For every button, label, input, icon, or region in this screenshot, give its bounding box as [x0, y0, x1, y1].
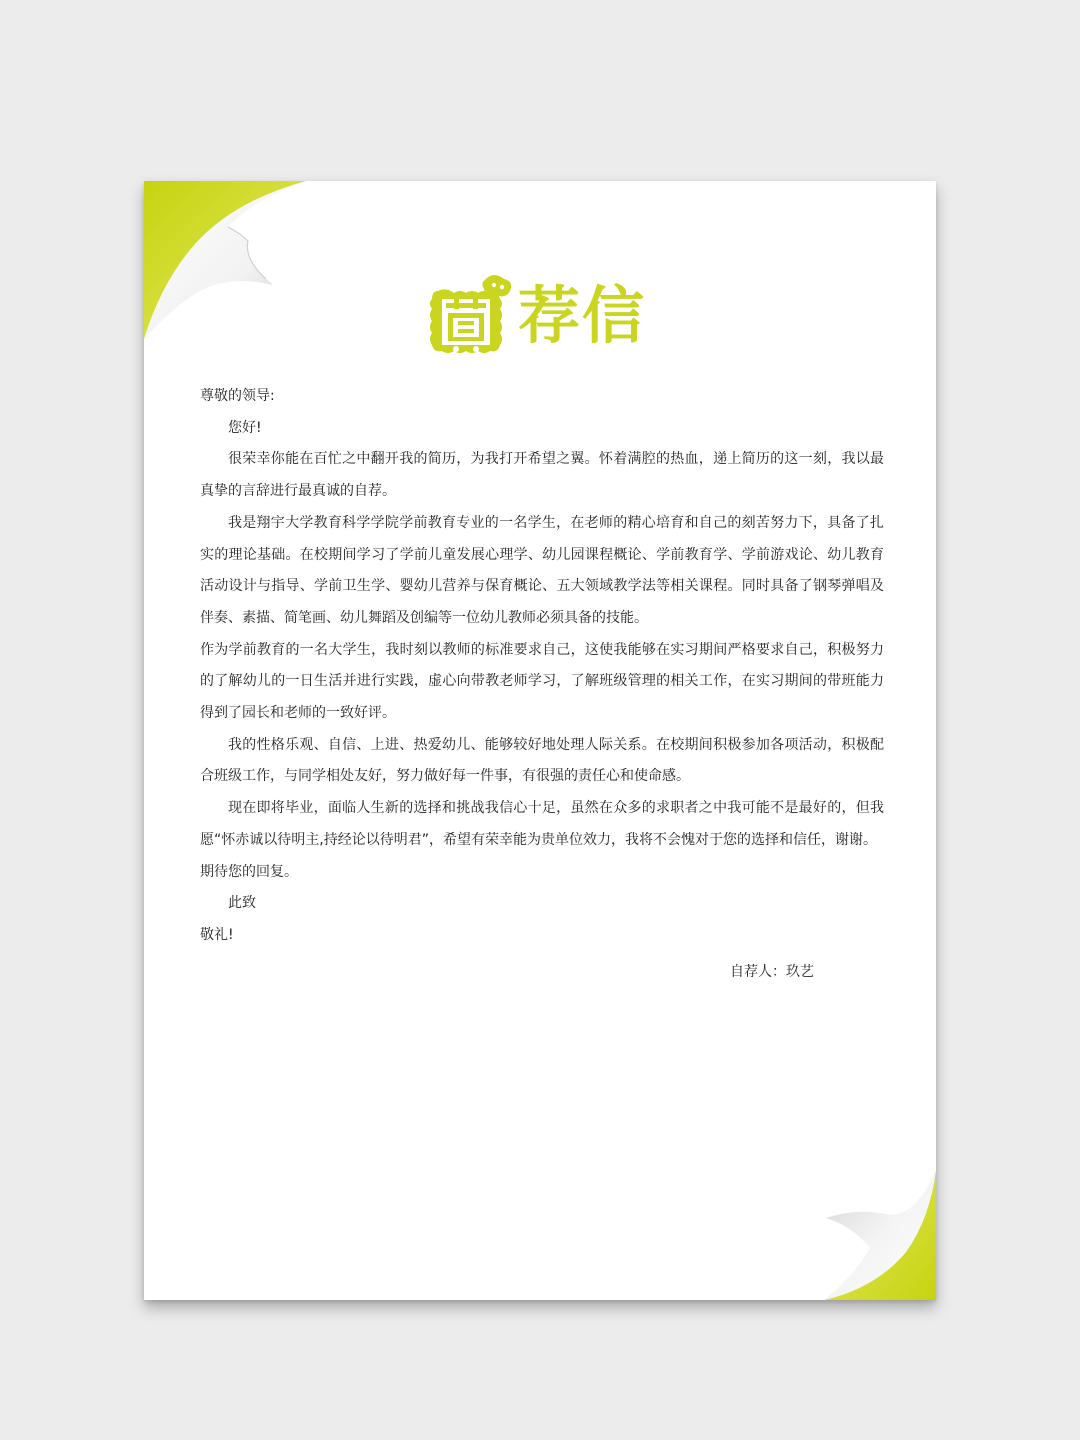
page-curl-bottom-right-icon [816, 1170, 936, 1300]
signature: 自荐人：玖艺 [730, 964, 814, 980]
closing-1: 此致 [228, 895, 256, 912]
paragraph-2: 我是翔宇大学教育科学学院学前教育专业的一名学生，在老师的精心培育和自己的刻苦努力下，具备了扎实的理论基础。在校期间学习了学前儿童发展心理学、幼儿园课程概论、学前教育学、学前游戏论、幼儿教育活动设计与指导、学前卫生学、婴幼儿营养与保育概论、五大领域教学法等相关课程。同时具备了钢琴弹唱及伴奏、素描、简笔画、幼儿舞蹈及创编等一位幼儿教师必须具备的技能。 [200, 514, 884, 626]
salutation: 尊敬的领导: [200, 388, 275, 404]
letter-page [144, 181, 936, 1300]
paragraph-3: 作为学前教育的一名大学生，我时刻以教师的标准要求自己，这使我能够在实习期间严格要求自己，积极努力的了解幼儿的一日生活并进行实践，虚心向带教老师学习，了解班级管理的相关工作，在实习期间的带班能力得到了园长和老师的一致好评。 [200, 641, 884, 722]
letter-body [200, 381, 884, 952]
paragraph-4: 我的性格乐观、自信、上进、热爱幼儿、能够较好地处理人际关系。在校期间积极参加各项活动，积极配合班级工作，与同学相处友好，努力做好每一件事，有很强的责任心和使命感。 [200, 736, 884, 785]
recommend-char-badge-icon [426, 273, 516, 359]
paragraph-5: 现在即将毕业，面临人生新的选择和挑战我信心十足，虽然在众多的求职者之中我可能不是最好的，但我愿“怀赤诚以待明主,持经论以待明君”，希望有荣幸能为贵单位效力，我将不会愧对于您的选择和信任，谢谢。 [200, 800, 884, 848]
page-curl-top-left-icon [144, 181, 324, 361]
page-title: 荐信 [518, 279, 647, 352]
letter-title [426, 273, 646, 359]
greeting: 您好! [228, 419, 262, 436]
paragraph-1: 很荣幸你能在百忙之中翻开我的简历，为我打开希望之翼。怀着满腔的热血，递上简历的这一刻，我以最真挚的言辞进行最真诚的自荐。 [200, 451, 884, 500]
closing-line: 期待您的回复。 [200, 863, 298, 880]
closing-2: 敬礼! [200, 926, 234, 943]
